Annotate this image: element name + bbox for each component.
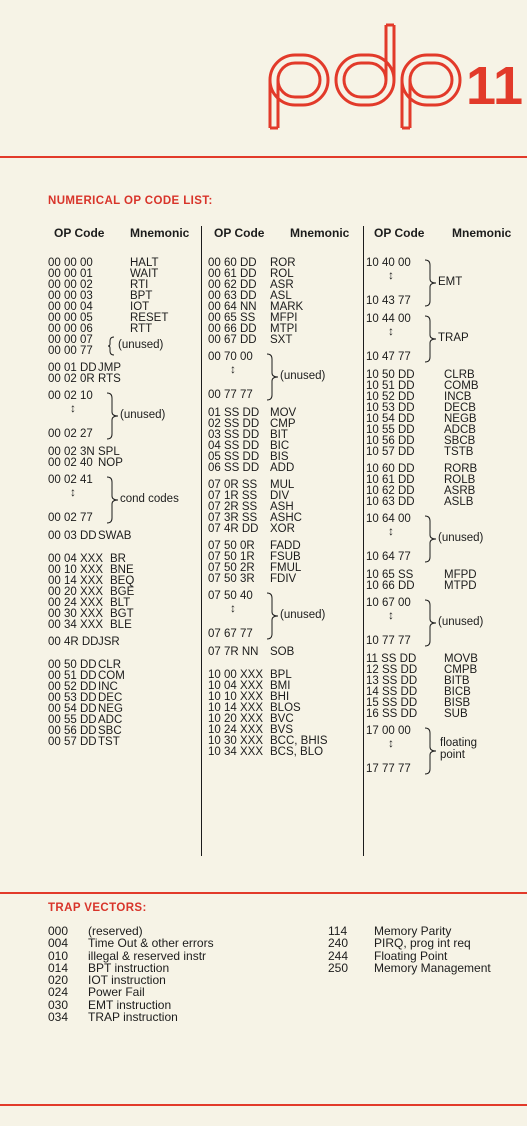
opcode: 10 24 XXX <box>208 724 263 736</box>
opcode: 00 02 77 <box>48 512 93 524</box>
mnemonic: JSR <box>98 636 120 648</box>
mnemonic: NEG <box>98 703 123 715</box>
mnemonic: SPL <box>98 446 120 458</box>
opcode: 07 50 2R <box>208 562 255 574</box>
trap-description: PIRQ, prog int req <box>374 936 471 951</box>
trap-vector-row <box>328 937 526 949</box>
opcode: 00 65 SS <box>208 312 256 324</box>
svg-text:11: 11 <box>466 56 524 116</box>
opcode: 10 44 00 <box>366 313 411 325</box>
trap-vectors-right <box>328 925 526 974</box>
range-label: (unused) <box>438 616 484 628</box>
opcode-column-2 <box>208 228 358 758</box>
opcode: 10 30 XXX <box>208 735 263 747</box>
brace-icon <box>424 315 438 363</box>
trap-vector-row <box>48 974 298 986</box>
mnemonic: ASHC <box>270 512 302 524</box>
opcode: 04 SS DD <box>208 440 260 452</box>
range-label: (unused) <box>438 532 484 544</box>
range-arrow-icon: ↕ <box>230 601 236 615</box>
range-label: cond codes <box>120 493 179 505</box>
unused-range <box>208 352 358 402</box>
opcode: 10 00 XXX <box>208 669 263 681</box>
opcode: 00 60 DD <box>208 257 257 269</box>
mnemonic: COM <box>98 670 125 682</box>
opcode: 00 62 DD <box>208 279 257 291</box>
range-label: point <box>440 749 465 761</box>
emt-range <box>366 258 524 308</box>
opcode: 07 50 40 <box>208 590 253 602</box>
trap-address: 020 <box>48 973 69 988</box>
trap-description: BPT instruction <box>88 960 170 975</box>
opcode: 10 77 77 <box>366 635 411 647</box>
opcode: 07 2R SS <box>208 501 258 513</box>
mnemonic: BPT <box>130 290 153 302</box>
opcode: 15 SS DD <box>366 697 418 709</box>
opcode: 00 51 DD <box>48 670 97 682</box>
opcode: 00 00 07 <box>48 334 93 346</box>
column-divider <box>201 226 202 856</box>
mnemonic: DEC <box>98 692 123 704</box>
opcode: 03 SS DD <box>208 429 260 441</box>
mnemonic: MTPD <box>444 580 477 592</box>
opcode: 13 SS DD <box>366 675 418 687</box>
opcode: 17 77 77 <box>366 763 411 775</box>
opcode: 17 00 00 <box>366 725 411 737</box>
trap-description: Memory Management <box>374 960 491 975</box>
mnemonic: BNE <box>110 564 134 576</box>
opcode: 11 SS DD <box>366 653 417 665</box>
top-divider <box>0 156 527 158</box>
pdp11-logo <box>268 20 527 130</box>
opcode: 07 0R SS <box>208 479 258 491</box>
floating-point-range <box>366 726 524 776</box>
opcode: 00 56 DD <box>48 725 97 737</box>
opcode: 10 67 00 <box>366 597 411 609</box>
mnemonic: BCC, BHIS <box>270 735 328 747</box>
opcode: 00 77 77 <box>208 389 253 401</box>
opcode-list-title: NUMERICAL OP CODE LIST: <box>48 195 213 207</box>
opcode: 00 50 DD <box>48 659 97 671</box>
mnemonic: BEQ <box>110 575 135 587</box>
opcode: 10 40 00 <box>366 257 411 269</box>
range-arrow-icon: ↕ <box>70 485 76 499</box>
mnemonic: BGT <box>110 608 134 620</box>
mnemonic: NEGB <box>444 413 477 425</box>
mnemonic: ADCB <box>444 424 476 436</box>
range-label: TRAP <box>438 332 469 344</box>
middle-divider <box>0 892 527 894</box>
opcode: 00 30 XXX <box>48 608 103 620</box>
range-arrow-icon: ↕ <box>230 362 236 376</box>
range-label: (unused) <box>280 609 326 621</box>
opcode-column-1 <box>48 228 198 748</box>
mnemonic: MOVB <box>444 653 478 665</box>
opcode: 07 50 3R <box>208 573 255 585</box>
opcode: 00 02 10 <box>48 390 93 402</box>
mnemonic: CMPB <box>444 664 478 676</box>
opcode: 07 3R SS <box>208 512 258 524</box>
range-label: (unused) <box>280 370 326 382</box>
range-label: (unused) <box>120 409 166 421</box>
trap-address: 014 <box>48 960 69 975</box>
mnemonic: JMP <box>98 362 121 374</box>
opcode-column-3 <box>366 228 524 776</box>
opcode: 10 56 DD <box>366 435 415 447</box>
opcode: 00 04 XXX <box>48 553 103 565</box>
opcode: 10 10 XXX <box>208 691 263 703</box>
mnemonic: ASL <box>270 290 292 302</box>
unused-range <box>366 598 524 648</box>
opcode: 00 00 77 <box>48 345 93 357</box>
mnemonic: BIT <box>270 429 288 441</box>
trap-vector-row <box>48 950 298 962</box>
opcode: 10 66 DD <box>366 580 415 592</box>
bottom-divider <box>0 1104 527 1106</box>
opcode: 10 55 DD <box>366 424 415 436</box>
mnemonic: MFPI <box>270 312 298 324</box>
trap-vectors-title: TRAP VECTORS: <box>48 902 147 914</box>
header-mnemonic: Mnemonic <box>130 226 190 240</box>
opcode: 07 4R DD <box>208 523 259 535</box>
opcode: 10 50 DD <box>366 369 415 381</box>
opcode: 10 53 DD <box>366 402 415 414</box>
pdp11-logo-graphic <box>268 20 527 130</box>
mnemonic: FADD <box>270 540 301 552</box>
opcode: 00 00 03 <box>48 290 93 302</box>
trap-description: Power Fail <box>88 985 145 1000</box>
opcode: 10 57 DD <box>366 446 415 458</box>
cond-codes-range <box>48 475 198 525</box>
range-arrow-icon: ↕ <box>388 736 394 750</box>
opcode: 10 47 77 <box>366 351 411 363</box>
header-opcode: OP Code <box>54 226 105 240</box>
mnemonic: BVC <box>270 713 294 725</box>
range-arrow-icon: ↕ <box>388 268 394 282</box>
opcode: 00 64 NN <box>208 301 257 313</box>
opcode: 00 02 40 <box>48 457 93 469</box>
mnemonic: WAIT <box>130 268 159 280</box>
trap-description: Memory Parity <box>374 924 452 938</box>
column-header <box>48 228 198 258</box>
opcode: 00 00 00 <box>48 257 93 269</box>
trap-vector-row <box>48 962 298 974</box>
mnemonic: BIS <box>270 451 289 463</box>
mnemonic: ASR <box>270 279 294 291</box>
trap-description: (reserved) <box>88 924 143 938</box>
opcode: 00 00 01 <box>48 268 93 280</box>
opcode: 10 14 XXX <box>208 702 263 714</box>
mnemonic: CLR <box>98 659 122 671</box>
column-divider <box>363 226 364 856</box>
range-arrow-icon: ↕ <box>388 608 394 622</box>
opcode: 10 52 DD <box>366 391 415 403</box>
brace-icon <box>108 336 116 356</box>
opcode: 16 SS DD <box>366 708 418 720</box>
opcode: 10 60 DD <box>366 463 415 475</box>
opcode: 00 24 XXX <box>48 597 103 609</box>
opcode: 00 10 XXX <box>48 564 103 576</box>
opcode: 00 00 06 <box>48 323 93 335</box>
brace-icon <box>424 599 438 647</box>
opcode: 00 00 02 <box>48 279 93 291</box>
mnemonic: IOT <box>130 301 150 313</box>
unused-range <box>48 391 198 441</box>
mnemonic: BMI <box>270 680 291 692</box>
trap-description: Floating Point <box>374 948 448 963</box>
unused-range-small <box>48 335 198 357</box>
trap-description: TRAP instruction <box>88 1010 178 1025</box>
mnemonic: ADD <box>270 462 295 474</box>
brace-icon <box>106 392 120 440</box>
opcode: 00 67 DD <box>208 334 257 346</box>
brace-icon <box>266 353 280 401</box>
opcode: 00 70 00 <box>208 351 253 363</box>
opcode: 10 54 DD <box>366 413 415 425</box>
trap-address: 034 <box>48 1010 69 1025</box>
mnemonic: ASH <box>270 501 294 513</box>
opcode: 00 52 DD <box>48 681 97 693</box>
mnemonic: CMP <box>270 418 296 430</box>
opcode: 00 03 DD <box>48 530 97 542</box>
header-opcode: OP Code <box>214 226 265 240</box>
mnemonic: DIV <box>270 490 290 502</box>
mnemonic: BR <box>110 553 126 565</box>
mnemonic: INC <box>98 681 118 693</box>
opcode: 10 51 DD <box>366 380 415 392</box>
mnemonic: RTT <box>130 323 153 335</box>
opcode: 14 SS DD <box>366 686 418 698</box>
range-arrow-icon: ↕ <box>70 401 76 415</box>
trap-range <box>366 314 524 364</box>
opcode: 00 55 DD <box>48 714 97 726</box>
trap-address: 000 <box>48 924 69 938</box>
header-mnemonic: Mnemonic <box>452 226 512 240</box>
range-arrow-icon: ↕ <box>388 324 394 338</box>
mnemonic: TST <box>98 736 120 748</box>
mnemonic: SXT <box>270 334 293 346</box>
opcode: 10 20 XXX <box>208 713 263 725</box>
trap-vector-row <box>48 1011 298 1023</box>
opcode: 00 02 27 <box>48 428 93 440</box>
mnemonic: SWAB <box>98 530 132 542</box>
trap-address: 004 <box>48 936 69 951</box>
mnemonic: ADC <box>98 714 123 726</box>
mnemonic: BGE <box>110 586 135 598</box>
mnemonic: SUB <box>444 708 468 720</box>
range-label: (unused) <box>118 339 164 351</box>
trap-address: 250 <box>328 960 349 975</box>
trap-address: 240 <box>328 936 349 951</box>
column-header <box>208 228 358 258</box>
mnemonic: BVS <box>270 724 294 736</box>
opcode: 07 50 0R <box>208 540 255 552</box>
mnemonic: XOR <box>270 523 295 535</box>
mnemonic: HALT <box>130 257 159 269</box>
opcode: 10 64 77 <box>366 551 411 563</box>
trap-vectors-left <box>48 925 298 1023</box>
opcode: 07 1R SS <box>208 490 258 502</box>
mnemonic: MTPI <box>270 323 298 335</box>
mnemonic: BLE <box>110 619 132 631</box>
opcode: 12 SS DD <box>366 664 418 676</box>
mnemonic: MARK <box>270 301 304 313</box>
trap-description: illegal & reserved instr <box>88 948 207 963</box>
mnemonic: RTI <box>130 279 149 291</box>
opcode: 00 02 41 <box>48 474 93 486</box>
mnemonic: RESET <box>130 312 169 324</box>
trap-description: Time Out & other errors <box>88 936 214 951</box>
range-label: floating <box>440 737 478 749</box>
mnemonic: MOV <box>270 407 297 419</box>
trap-address: 010 <box>48 948 69 963</box>
opcode: 10 65 SS <box>366 569 414 581</box>
trap-address: 030 <box>48 997 69 1012</box>
mnemonic: ASLB <box>444 496 474 508</box>
mnemonic: BCS, BLO <box>270 746 324 758</box>
mnemonic: COMB <box>444 380 479 392</box>
mnemonic: BPL <box>270 669 292 681</box>
opcode: 10 04 XXX <box>208 680 263 692</box>
brace-icon <box>424 515 438 563</box>
opcode: 00 57 DD <box>48 736 97 748</box>
opcode: 00 02 3N <box>48 446 95 458</box>
trap-address: 114 <box>328 924 348 938</box>
opcode: 00 20 XXX <box>48 586 103 598</box>
mnemonic: ROLB <box>444 474 476 486</box>
mnemonic: BLOS <box>270 702 301 714</box>
mnemonic: ASRB <box>444 485 476 497</box>
opcode: 00 00 04 <box>48 301 93 313</box>
trap-vector-row <box>48 937 298 949</box>
header-mnemonic: Mnemonic <box>290 226 350 240</box>
mnemonic: TSTB <box>444 446 474 458</box>
range-arrow-icon: ↕ <box>388 524 394 538</box>
trap-vector-row <box>328 962 526 974</box>
mnemonic: CLRB <box>444 369 475 381</box>
mnemonic: FMUL <box>270 562 302 574</box>
opcode: 10 34 XXX <box>208 746 263 758</box>
trap-description: EMT instruction <box>88 997 172 1012</box>
trap-address: 244 <box>328 948 349 963</box>
brace-icon <box>424 727 438 775</box>
mnemonic: FDIV <box>270 573 297 585</box>
brace-icon <box>106 476 120 524</box>
opcode: 10 63 DD <box>366 496 415 508</box>
mnemonic: NOP <box>98 457 123 469</box>
trap-description: IOT instruction <box>88 973 166 988</box>
trap-address: 024 <box>48 985 69 1000</box>
unused-range <box>366 514 524 564</box>
opcode: 10 62 DD <box>366 485 415 497</box>
mnemonic: MFPD <box>444 569 477 581</box>
column-header <box>366 228 524 258</box>
opcode: 10 43 77 <box>366 295 411 307</box>
trap-vector-row <box>48 986 298 998</box>
opcode: 00 02 0R <box>48 373 95 385</box>
opcode: 05 SS DD <box>208 451 260 463</box>
mnemonic: BISB <box>444 697 471 709</box>
mnemonic: ROL <box>270 268 294 280</box>
opcode: 00 53 DD <box>48 692 97 704</box>
opcode: 00 14 XXX <box>48 575 103 587</box>
opcode: 06 SS DD <box>208 462 260 474</box>
opcode: 02 SS DD <box>208 418 260 430</box>
mnemonic: BITB <box>444 675 470 687</box>
opcode: 07 7R NN <box>208 646 259 658</box>
opcode: 00 4R DD <box>48 636 99 648</box>
range-label: EMT <box>438 276 463 288</box>
unused-range <box>208 591 358 641</box>
header-opcode: OP Code <box>374 226 425 240</box>
mnemonic: BIC <box>270 440 290 452</box>
opcode: 10 64 00 <box>366 513 411 525</box>
mnemonic: SOB <box>270 646 295 658</box>
mnemonic: DECB <box>444 402 476 414</box>
opcode: 10 61 DD <box>366 474 415 486</box>
opcode: 00 01 DD <box>48 362 97 374</box>
mnemonic: SBC <box>98 725 122 737</box>
mnemonic: FSUB <box>270 551 301 563</box>
mnemonic: ROR <box>270 257 296 269</box>
mnemonic: MUL <box>270 479 295 491</box>
mnemonic: BLT <box>110 597 131 609</box>
brace-icon <box>424 259 438 307</box>
opcode: 00 66 DD <box>208 323 257 335</box>
opcode: 07 50 1R <box>208 551 255 563</box>
mnemonic: BICB <box>444 686 471 698</box>
mnemonic: RTS <box>98 373 121 385</box>
mnemonic: INCB <box>444 391 472 403</box>
brace-icon <box>266 592 280 640</box>
opcode: 07 67 77 <box>208 628 253 640</box>
opcode: 00 63 DD <box>208 290 257 302</box>
opcode: 00 34 XXX <box>48 619 103 631</box>
opcode: 01 SS DD <box>208 407 260 419</box>
opcode: 00 00 05 <box>48 312 93 324</box>
mnemonic: SBCB <box>444 435 476 447</box>
opcode: 00 54 DD <box>48 703 97 715</box>
mnemonic: RORB <box>444 463 478 475</box>
opcode: 00 61 DD <box>208 268 257 280</box>
mnemonic: BHI <box>270 691 290 703</box>
